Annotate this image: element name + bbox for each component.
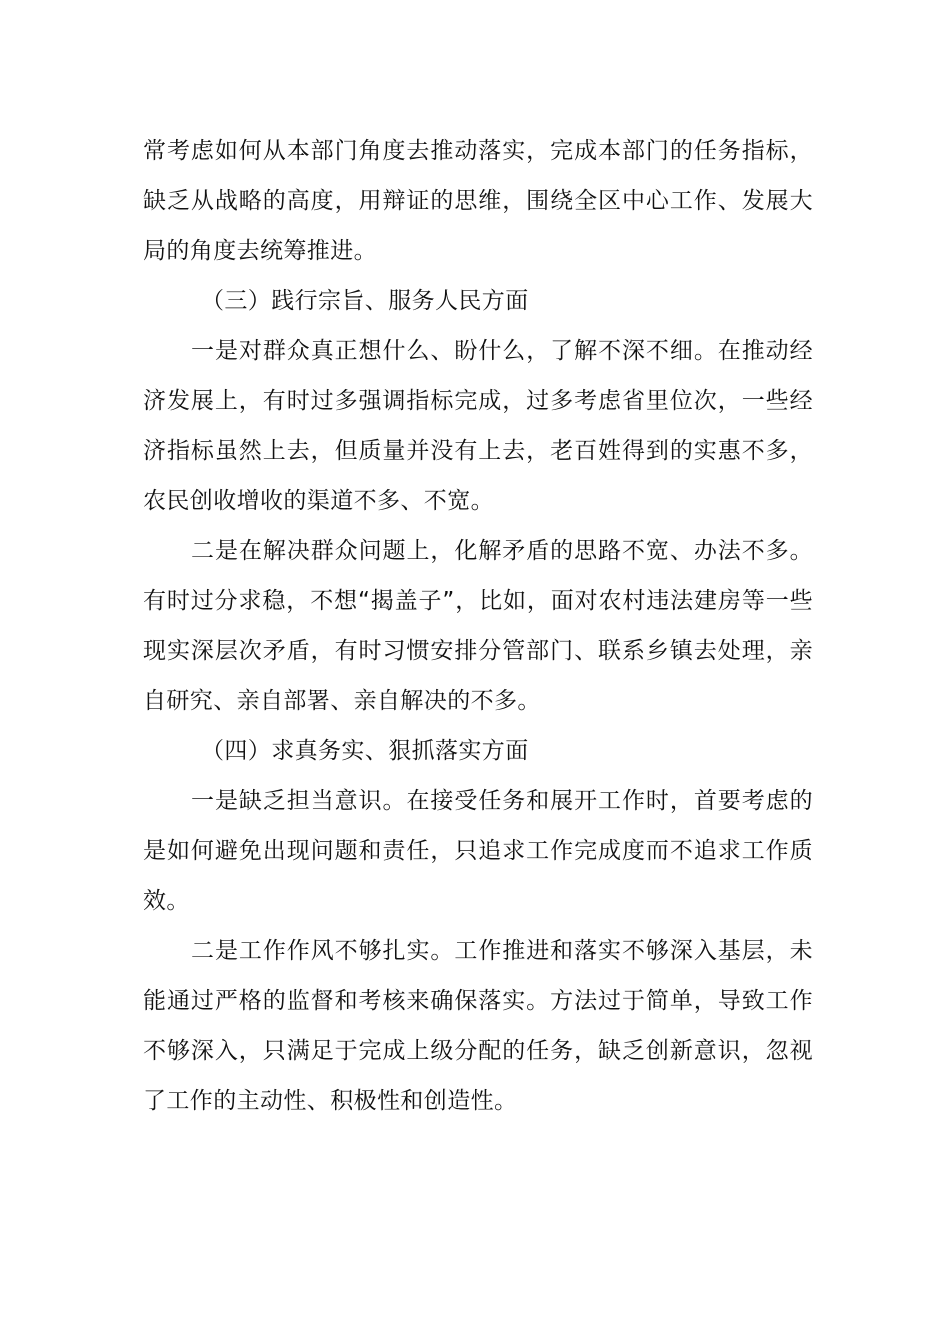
- document-body: [143, 126, 813, 1126]
- paragraph: 一是缺乏担当意识。在接受任务和展开工作时，首要考虑的是如何避免出现问题和责任，只追求工作完成度而不追求工作质效。: [143, 788, 813, 914]
- paragraph: 一是对群众真正想什么、盼什么，了解不深不细。在推动经济发展上，有时过多强调指标完成，过多考虑省里位次，一些经济指标虽然上去，但质量并没有上去，老百姓得到的实惠不多，农民创收增收的渠道不多、不宽。: [143, 338, 813, 514]
- paragraph: 二是工作作风不够扎实。工作推进和落实不够深入基层，未能通过严格的监督和考核来确保落实。方法过于简单，导致工作不够深入，只满足于完成上级分配的任务，缺乏创新意识，忽视了工作的主动性、积极性和创造性。: [143, 938, 813, 1114]
- paragraph: 二是在解决群众问题上，化解矛盾的思路不宽、办法不多。有时过分求稳，不想“揭盖子”，比如，面对农村违法建房等一些现实深层次矛盾，有时习惯安排分管部门、联系乡镇去处理，亲自研究、亲自部署、亲自解决的不多。: [143, 538, 813, 714]
- section-heading-4: （四）求真务实、狠抓落实方面: [201, 738, 529, 764]
- paragraph-continuation: 常考虑如何从本部门角度去推动落实，完成本部门的任务指标，缺乏从战略的高度，用辩证的思维，围绕全区中心工作、发展大局的角度去统筹推进。: [143, 138, 813, 264]
- section-heading-3: （三）践行宗旨、服务人民方面: [201, 288, 529, 314]
